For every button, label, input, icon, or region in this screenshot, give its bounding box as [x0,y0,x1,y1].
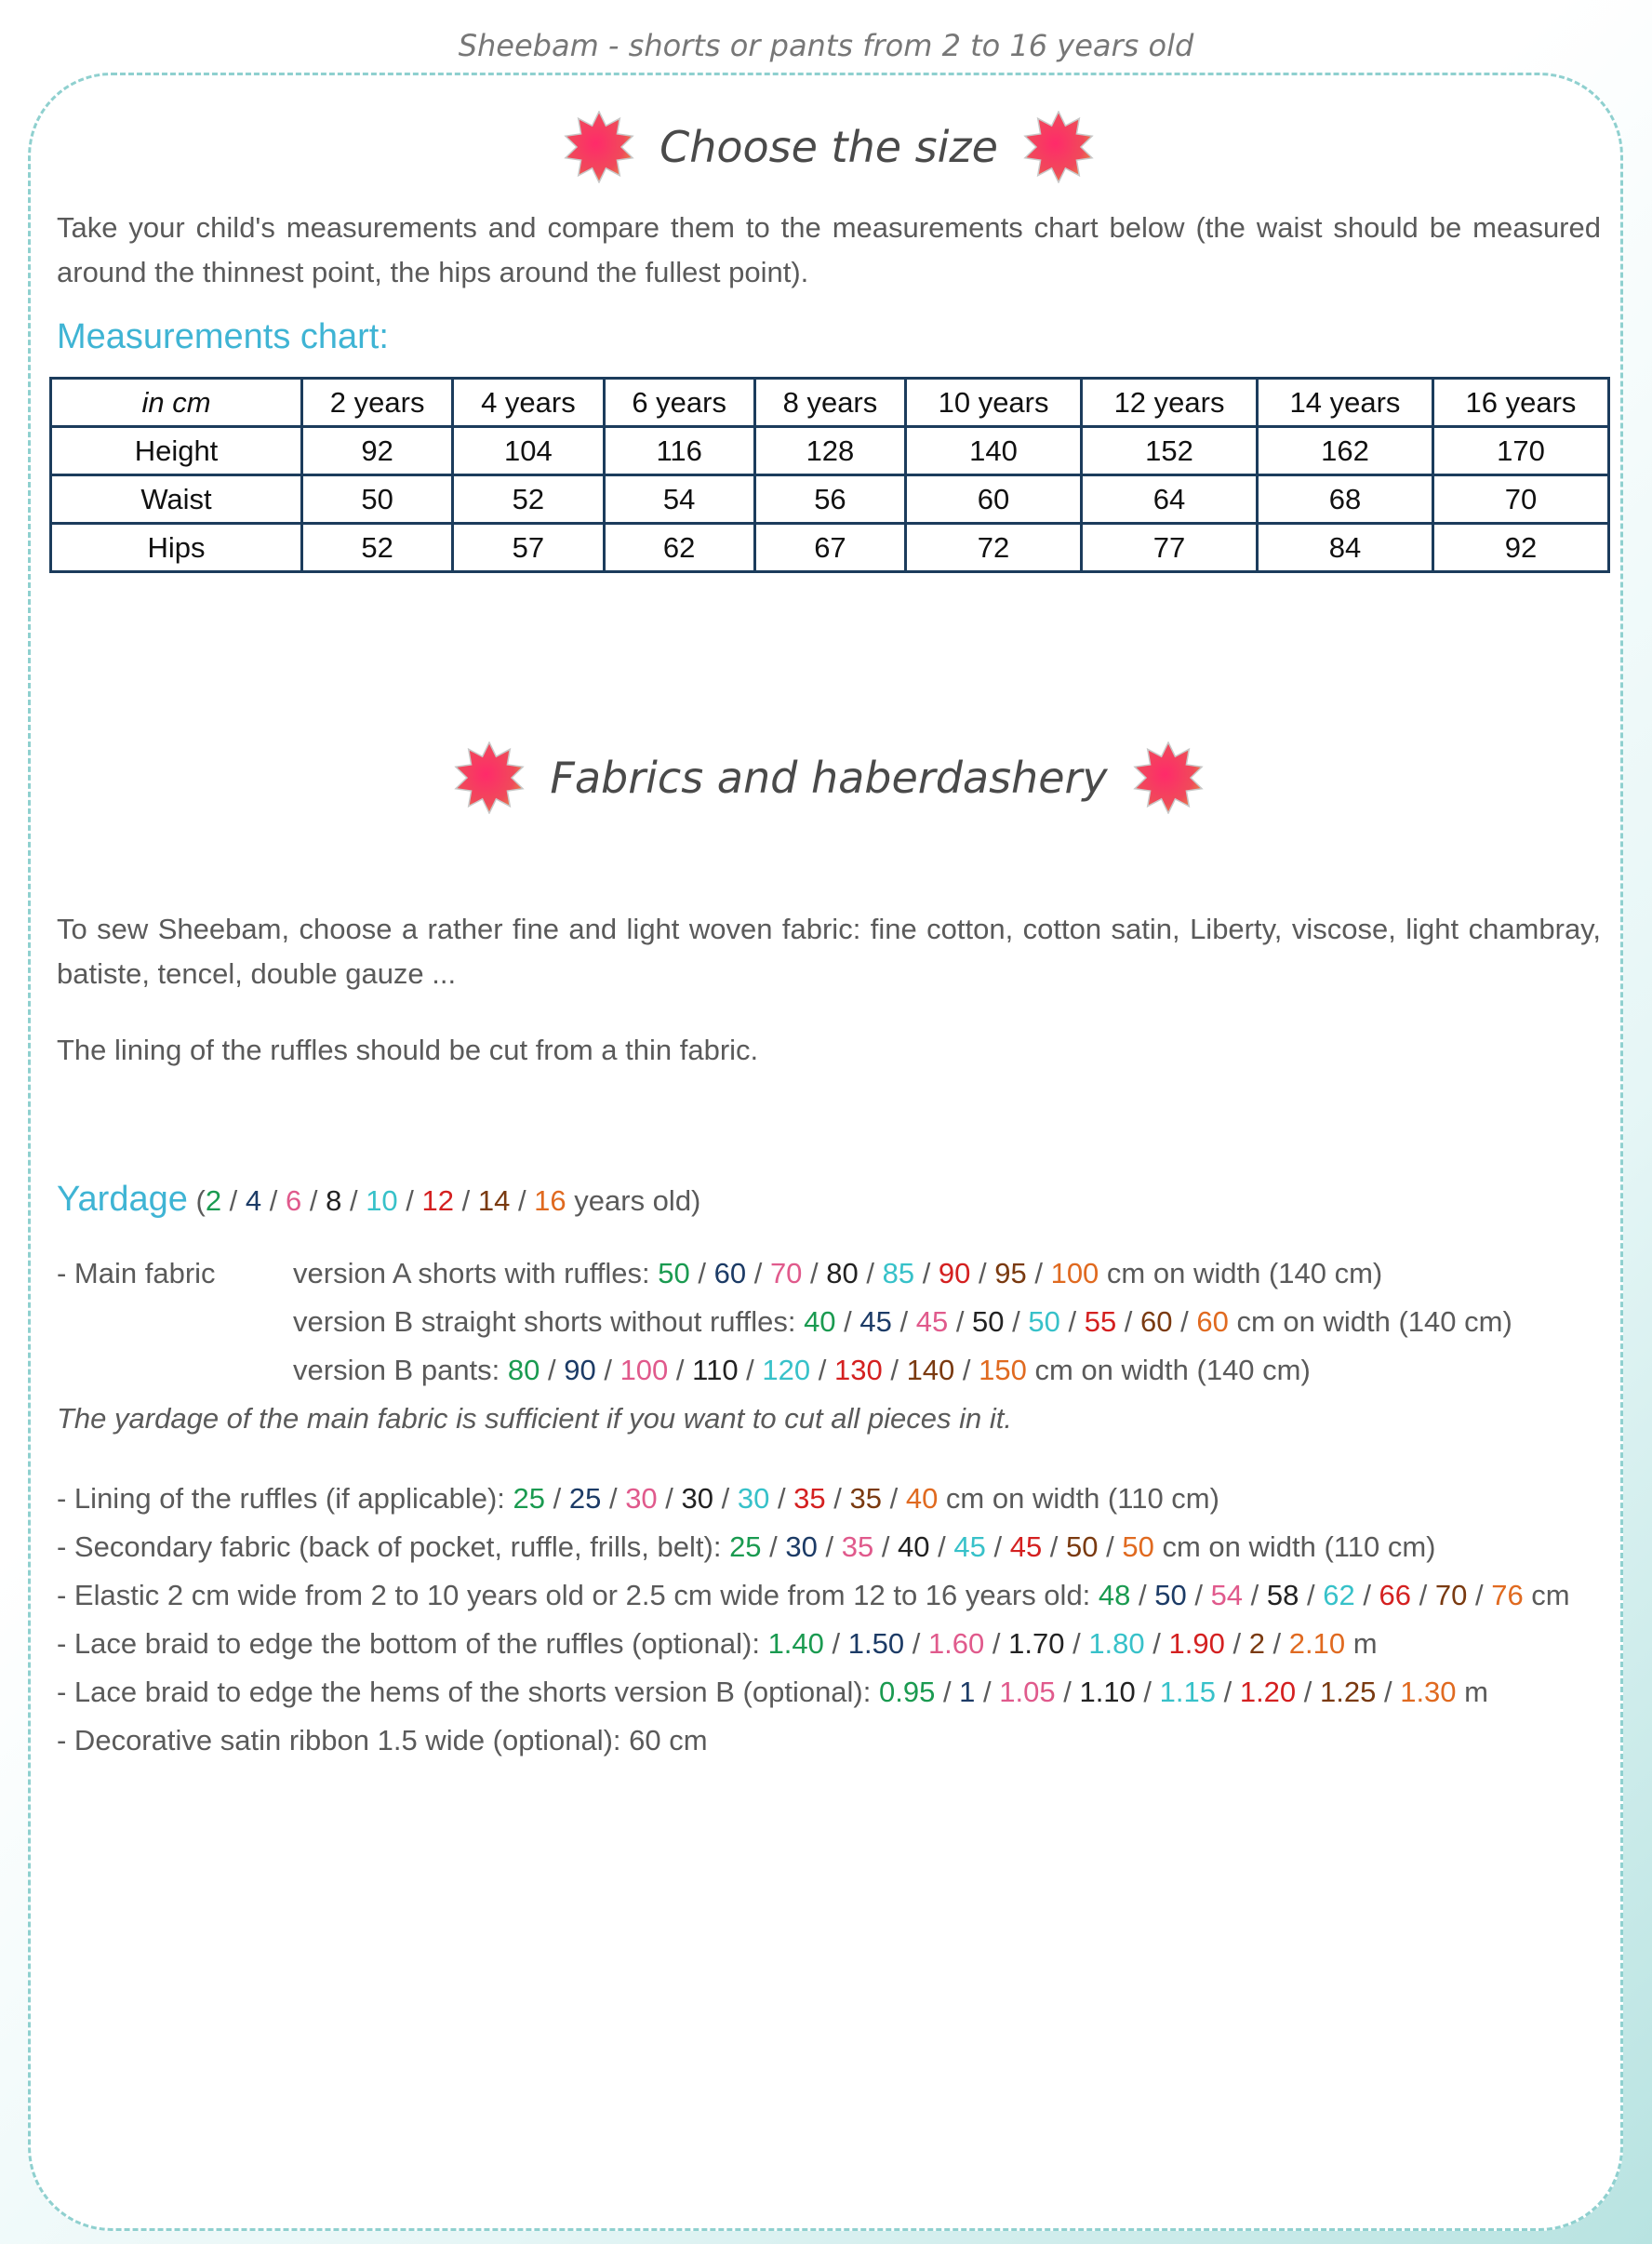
table-row [51,524,1609,572]
size-value: 58 [1266,1579,1299,1611]
fabrics-title: Fabrics and haberdashery [550,753,1108,803]
table-cell: 116 [604,427,754,475]
table-cell: Waist [51,475,302,524]
size-value: 2 [1248,1627,1265,1660]
size-value: 0.95 [878,1676,936,1708]
table-cell: 128 [754,427,905,475]
size-value: 30 [681,1482,713,1515]
yardage-item: - Lace braid to edge the bottom of the ruffles (optional): 1.40 / 1.50 / 1.60 / 1.70 / 1.80 / 1.90 / 2 / 2.10 m [57,1627,1378,1660]
table-cell: Height [51,427,302,475]
table-cell: 56 [754,475,905,524]
size-value: 1.30 [1400,1676,1457,1708]
yardage-item: - Lace braid to edge the hems of the shorts version B (optional): 0.95 / 1 / 1.05 / 1.10 / 1.15 / 1.20 / 1.25 / 1.30 m [57,1676,1488,1708]
table-header-cell: 4 years [453,379,604,427]
size-value: 50 [1066,1530,1099,1563]
table-cell: 170 [1432,427,1608,475]
size-value: 76 [1491,1579,1524,1611]
table-cell: 50 [302,475,453,524]
size-value: 45 [1009,1530,1043,1563]
size-value: 80 [826,1257,859,1289]
table-cell: 84 [1258,524,1433,572]
table-cell: 62 [604,524,754,572]
size-value: 90 [938,1257,971,1289]
table-cell: 52 [453,475,604,524]
fabrics-heading [57,741,1601,814]
yardage-item: - Secondary fabric (back of pocket, ruffle, frills, belt): 25 / 30 / 35 / 40 / 45 / 45 / 50 / 50 cm on width (110 cm) [57,1530,1436,1563]
table-cell: 92 [1432,524,1608,572]
size-value: 35 [793,1482,826,1515]
size-value: 45 [953,1530,986,1563]
table-row [51,427,1609,475]
table-header-cell: 16 years [1432,379,1608,427]
main-fabric-label: - Main fabric [57,1257,216,1289]
size-value: 95 [994,1257,1027,1289]
size-value: 150 [979,1354,1027,1386]
page-header: Sheebam - shorts or pants from 2 to 16 years old [458,28,1194,63]
size-value: 80 [507,1354,540,1386]
table-cell: 67 [754,524,905,572]
size-value: 90 [564,1354,596,1386]
size-value: 25 [729,1530,762,1563]
measurements-table [49,377,1610,573]
table-cell: 104 [453,427,604,475]
measurements-chart-heading: Measurements chart: [57,317,389,356]
size-value: 1.60 [927,1627,985,1660]
lining-paragraph: The lining of the ruffles should be cut from a thin fabric. [57,1034,759,1066]
size-value: 4 [245,1184,262,1217]
table-header-row [51,379,1609,427]
table-row [51,475,1609,524]
star-icon [453,741,526,814]
star-icon [1132,741,1205,814]
table-header-cell: 6 years [604,379,754,427]
size-value: 35 [849,1482,882,1515]
size-value: 1.20 [1239,1676,1297,1708]
yardage-sizes: (2 / 4 / 6 / 8 / 10 / 12 / 14 / 16 years old) [195,1184,701,1217]
main-fabric-line: version A shorts with ruffles: 50 / 60 / 70 / 80 / 85 / 90 / 95 / 100 cm on width (140 cm) [293,1257,1383,1289]
size-value: 40 [804,1305,836,1338]
size-value: 25 [568,1482,602,1515]
size-value: 45 [915,1305,949,1338]
size-value: 30 [785,1530,818,1563]
yardage-heading [57,1177,700,1223]
table-cell: 60 [906,475,1082,524]
size-value: 1.05 [999,1676,1056,1708]
choose-size-intro: Take your child's measurements and compare them to the measurements chart below (the waist should be measured around the thinnest point, the hips around the fullest point). [57,211,1601,288]
size-value: 40 [905,1482,939,1515]
size-value: 1.40 [767,1627,824,1660]
size-value: 62 [1323,1579,1355,1611]
yardage-item: - Lining of the ruffles (if applicable): 25 / 25 / 30 / 30 / 30 / 35 / 35 / 40 cm on width (110 cm) [57,1482,1219,1515]
size-value: 14 [477,1184,511,1217]
yardage-item: - Elastic 2 cm wide from 2 to 10 years old or 2.5 cm wide from 12 to 16 years old: 48 / 50 / 54 / 58 / 62 / 66 / 70 / 76 cm [57,1579,1570,1611]
size-value: 16 [534,1184,566,1217]
table-cell: 70 [1432,475,1608,524]
table-cell: 57 [453,524,604,572]
main-fabric-line: version B straight shorts without ruffles: 40 / 45 / 45 / 50 / 50 / 55 / 60 / 60 cm on width (140 cm) [293,1305,1512,1338]
size-value: 60 [1140,1305,1173,1338]
size-value: 2 [205,1184,222,1217]
size-value: 8 [326,1184,342,1217]
size-value: 30 [737,1482,770,1515]
size-value: 1.90 [1168,1627,1225,1660]
choose-size-heading [57,111,1601,183]
size-value: 10 [366,1184,398,1217]
table-cell: 54 [604,475,754,524]
size-value: 55 [1084,1305,1117,1338]
size-value: 1.15 [1159,1676,1216,1708]
content-card [28,73,1623,2231]
size-value: 1.10 [1079,1676,1136,1708]
table-header-cell: 8 years [754,379,905,427]
size-value: 50 [658,1257,690,1289]
size-value: 50 [972,1305,1005,1338]
table-cell: 162 [1258,427,1433,475]
size-value: 50 [1154,1579,1187,1611]
size-value: 35 [841,1530,874,1563]
fabrics-paragraph: To sew Sheebam, choose a rather fine and light woven fabric: fine cotton, cotton satin, Liberty, viscose, light chambray, batiste, tencel, double gauze ... [57,913,1601,990]
table-cell: 92 [302,427,453,475]
table-header-cell: 10 years [906,379,1082,427]
size-value: 140 [906,1354,955,1386]
size-value: 1.50 [847,1627,905,1660]
table-cell: 152 [1082,427,1258,475]
star-icon [563,111,635,183]
size-value: 1 [959,1676,976,1708]
size-value: 54 [1210,1579,1244,1611]
ribbon-item: - Decorative satin ribbon 1.5 wide (optional): 60 cm [57,1724,708,1756]
yardage-title: Yardage [57,1180,188,1219]
table-cell: 52 [302,524,453,572]
size-value: 85 [882,1257,915,1289]
table-cell: 64 [1082,475,1258,524]
size-value: 30 [625,1482,658,1515]
table-cell: 72 [906,524,1082,572]
size-value: 40 [898,1530,930,1563]
choose-size-title: Choose the size [659,122,998,172]
size-value: 1.80 [1088,1627,1145,1660]
table-header-cell: 12 years [1082,379,1258,427]
size-value: 50 [1028,1305,1060,1338]
main-fabric-line: version B pants: 80 / 90 / 100 / 110 / 120 / 130 / 140 / 150 cm on width (140 cm) [293,1354,1311,1386]
size-value: 70 [1434,1579,1468,1611]
size-value: 70 [769,1257,803,1289]
table-cell: 68 [1258,475,1433,524]
size-value: 1.70 [1008,1627,1065,1660]
table-header-cell: 2 years [302,379,453,427]
table-cell: 77 [1082,524,1258,572]
size-value: 12 [421,1184,454,1217]
size-value: 60 [1196,1305,1229,1338]
size-value: 110 [692,1354,739,1386]
main-fabric-note: The yardage of the main fabric is sufficient if you want to cut all pieces in it. [57,1402,1012,1435]
table-cell: Hips [51,524,302,572]
size-value: 100 [620,1354,669,1386]
star-icon [1022,111,1095,183]
size-value: 50 [1122,1530,1154,1563]
size-value: 66 [1379,1579,1412,1611]
table-header-cell: in cm [51,379,302,427]
size-value: 1.25 [1320,1676,1377,1708]
table-header-cell: 14 years [1258,379,1433,427]
size-value: 100 [1050,1257,1099,1289]
size-value: 6 [286,1184,302,1217]
size-value: 25 [513,1482,546,1515]
size-value: 60 [713,1257,747,1289]
size-value: 45 [859,1305,892,1338]
size-value: 120 [762,1354,811,1386]
size-value: 130 [833,1354,883,1386]
table-cell: 140 [906,427,1082,475]
size-value: 2.10 [1288,1627,1346,1660]
size-value: 48 [1098,1579,1131,1611]
